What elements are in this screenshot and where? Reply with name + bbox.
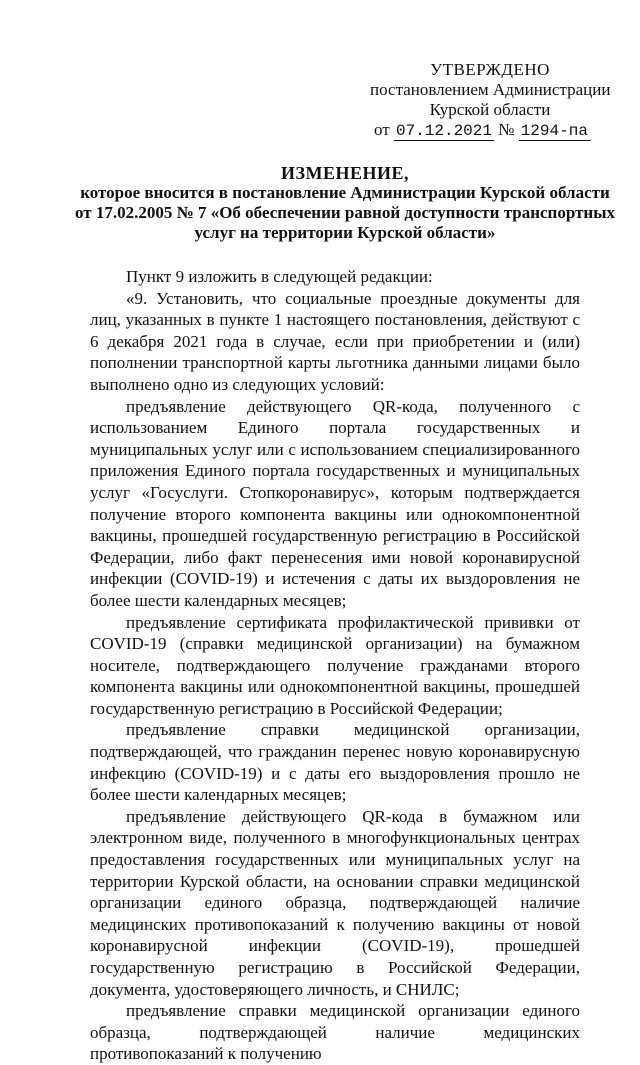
approval-title: УТВЕРЖДЕНО xyxy=(430,60,550,79)
body-paragraph: предъявление действующего QR-кода, полученного с использованием Единого портала государственных и муниципальных услуг или с использованием специализированного приложения Единого портала государственных и муниципальных услуг «Госуслуги. Стопкоронавирус», которым подтверждается получение второго компонента вакцины или однокомпонентной вакцины, прошедшей государственную регистрацию в Российской Федерации, либо факт перенесения ими новой коронавирусной инфекции (COVID-19) и истечения с даты их выздоровления не более шести календарных месяцев; xyxy=(90,396,580,610)
approval-stamp-block xyxy=(370,60,610,141)
body-paragraph: предъявление справки медицинской организации единого образца, подтверждающей наличие медицинских противопоказаний к получению xyxy=(90,1001,580,1064)
approval-from-label: от xyxy=(374,120,390,139)
document-body xyxy=(90,266,580,1065)
approval-issuer: постановлением Администрации xyxy=(370,80,611,99)
approval-dateline xyxy=(370,120,610,141)
body-paragraph: «9. Установить, что социальные проездные документы для лиц, указанных в пункте 1 настоящего постановления, действуют с 6 декабря 2021 года в случае, если при приобретении и (или) пополнении транспортной карты льготника данными лицами было выполнено одно из следующих условий: xyxy=(90,288,580,394)
heading-line-2: от 17.02.2005 № 7 «Об обеспечении равной доступности транспортных xyxy=(74,203,615,222)
approval-region: Курской области xyxy=(429,100,551,119)
body-paragraph: предъявление сертификата профилактической прививки от COVID-19 (справки медицинской организации) на бумажном носителе, подтверждающего получение гражданами второго компонента вакцины или однокомпонентной вакцины, прошедшей государственную регистрацию в Российской Федерации; xyxy=(90,612,580,718)
body-paragraph: предъявление действующего QR-кода в бумажном или электронном виде, полученного в многофункциональных центрах предоставления государственных или муниципальных услуг на территории Курской области, на основании справки медицинской организации единого образца, подтверждающей наличие медицинских противопоказаний к получению вакцины от новой коронавирусной инфекции (COVID-19), прошедшей государственную регистрацию в Российской Федерации, документа, удостоверяющего личность, и СНИЛС; xyxy=(90,806,580,999)
heading-line-1: которое вносится в постановление Администрации Курской области xyxy=(80,183,610,202)
approval-date: 07.12.2021 xyxy=(395,122,492,140)
heading-line-3: услуг на территории Курской области» xyxy=(194,223,496,242)
body-intro: Пункт 9 изложить в следующей редакции: xyxy=(126,267,433,286)
heading-title: ИЗМЕНЕНИЕ, xyxy=(280,163,409,183)
body-paragraph: предъявление справки медицинской организации, подтверждающей, что гражданин перенес новую коронавирусную инфекцию (COVID-19) и с даты его выздоровления прошло не более шести календарных месяцев; xyxy=(90,720,580,805)
approval-number-label: № xyxy=(498,120,515,139)
document-heading xyxy=(60,163,630,243)
approval-number: 1294-па xyxy=(519,123,591,141)
